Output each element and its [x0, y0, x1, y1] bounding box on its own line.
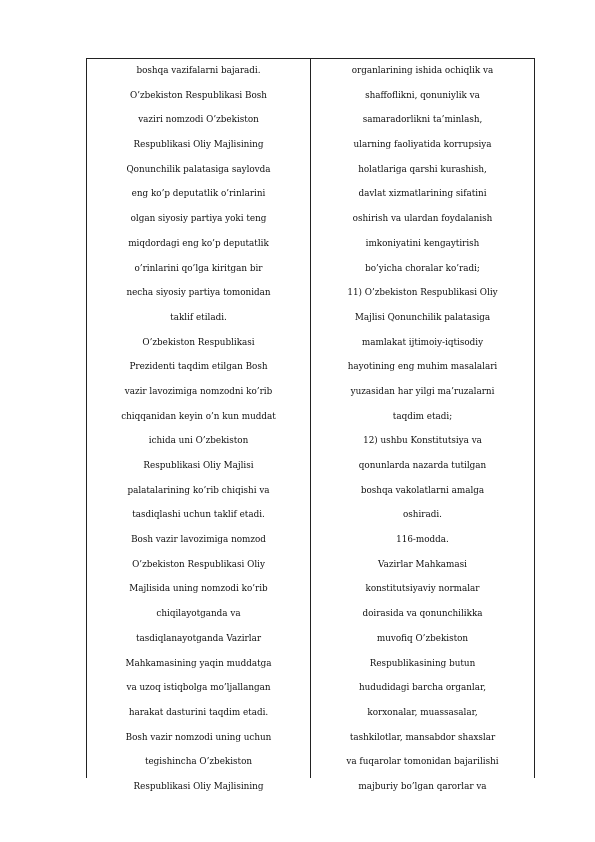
text-line: olgan siyosiy partiya yoki teng: [130, 214, 267, 225]
text-line: oshiradi.: [403, 510, 442, 521]
text-line: Bosh vazir lavozimiga nomzod: [131, 535, 266, 546]
text-line: boshqa vazifalarni bajaradi.: [136, 66, 261, 76]
text-line: Bosh vazir nomzodi uning uchun: [125, 732, 272, 743]
text-line: Respublikasi Oliy Majlisining: [133, 781, 264, 792]
text-line: 11) O’zbekiston Respublikasi Oliy: [347, 288, 498, 299]
text-line: vaziri nomzodi O’zbekiston: [138, 115, 259, 126]
text-line: samaradorlikni ta’minlash,: [362, 115, 483, 126]
text-line: harakat dasturini taqdim etadi.: [128, 707, 269, 718]
text-line: miqdordagi eng ko’p deputatlik: [128, 238, 269, 249]
text-line: imkoniyatini kengaytirish: [365, 238, 480, 249]
text-line: vazir lavozimiga nomzodni ko’rib: [124, 386, 273, 397]
text-line: va uzoq istiqbolga mo’ljallangan: [126, 683, 271, 694]
text-line: palatalarining ko’rib chiqishi va: [127, 485, 270, 496]
left-column: [87, 59, 311, 792]
text-line: tasdiqlanayotganda Vazirlar: [135, 633, 262, 644]
text-line: tegishincha O’zbekiston: [144, 757, 253, 768]
text-line: bo’yicha choralar ko’radi;: [365, 263, 480, 274]
left-column-text: [87, 59, 310, 800]
text-line: Qonunchilik palatasiga saylovda: [126, 164, 271, 175]
text-line: tashkilotlar, mansabdor shaxslar: [349, 732, 496, 743]
right-column: [311, 59, 534, 792]
text-line: davlat xizmatlarining sifatini: [358, 189, 487, 200]
text-line: mamlakat ijtimoiy-iqtisodiy: [361, 337, 484, 348]
text-line: ularning faoliyatida korrupsiya: [353, 140, 492, 151]
text-line: ichida uni O’zbekiston: [148, 436, 249, 447]
text-line: hayotining eng muhim masalalari: [347, 362, 498, 373]
text-line: hududidagi barcha organlar,: [358, 683, 487, 694]
text-line: o’rinlarini qo’lga kiritgan bir: [134, 263, 263, 274]
text-line: Mahkamasining yaqin muddatga: [125, 658, 272, 669]
text-line: 116-modda.: [396, 535, 449, 546]
text-line: O’zbekiston Respublikasi: [142, 337, 255, 348]
text-line: shaffoflikni, qonuniylik va: [365, 90, 480, 101]
text-line: va fuqarolar tomonidan bajarilishi: [346, 757, 499, 768]
text-line: chiqilayotganda va: [156, 609, 241, 620]
text-line: muvofiq O’zbekiston: [376, 633, 469, 644]
text-line: holatlariga qarshi kurashish,: [358, 164, 487, 175]
text-line: qonunlarda nazarda tutilgan: [358, 461, 487, 471]
right-column-text: [311, 59, 534, 800]
text-line: Respublikasining butun: [369, 658, 476, 669]
text-line: Respublikasi Oliy Majlisi: [143, 461, 254, 471]
text-line: eng ko’p deputatlik o’rinlarini: [131, 189, 266, 200]
text-line: taklif etiladi.: [170, 312, 227, 323]
text-line: Prezidenti taqdim etilgan Bosh: [129, 362, 268, 373]
text-line: organlarining ishida ochiqlik va: [351, 66, 494, 76]
text-line: tasdiqlashi uchun taklif etadi.: [132, 510, 265, 521]
text-line: Vazirlar Mahkamasi: [378, 559, 467, 570]
text-line: oshirish va ulardan foydalanish: [352, 214, 493, 225]
text-line: yuzasidan har yilgi ma’ruzalarni: [350, 386, 495, 397]
text-line: O’zbekiston Respublikasi Bosh: [130, 90, 267, 101]
text-line: doirasida va qonunchilikka: [362, 609, 483, 620]
text-line: O’zbekiston Respublikasi Oliy: [132, 559, 265, 570]
text-line: taqdim etadi;: [392, 411, 453, 422]
text-line: Majlisi Qonunchilik palatasiga: [354, 312, 491, 323]
text-line: konstitutsiyaviy normalar: [365, 584, 480, 595]
text-line: necha siyosiy partiya tomonidan: [126, 288, 271, 299]
text-line: boshqa vakolatlarni amalga: [360, 485, 485, 496]
text-line: 12) ushbu Konstitutsiya va: [363, 436, 482, 447]
two-column-table: [86, 58, 535, 792]
text-line: Majlisida uning nomzodi ko’rib: [129, 584, 268, 595]
text-line: chiqqanidan keyin o’n kun muddat: [121, 411, 276, 422]
text-line: Respublikasi Oliy Majlisining: [133, 140, 264, 151]
text-line: korxonalar, muassasalar,: [367, 707, 478, 718]
text-line: majburiy bo’lgan qarorlar va: [358, 781, 487, 792]
